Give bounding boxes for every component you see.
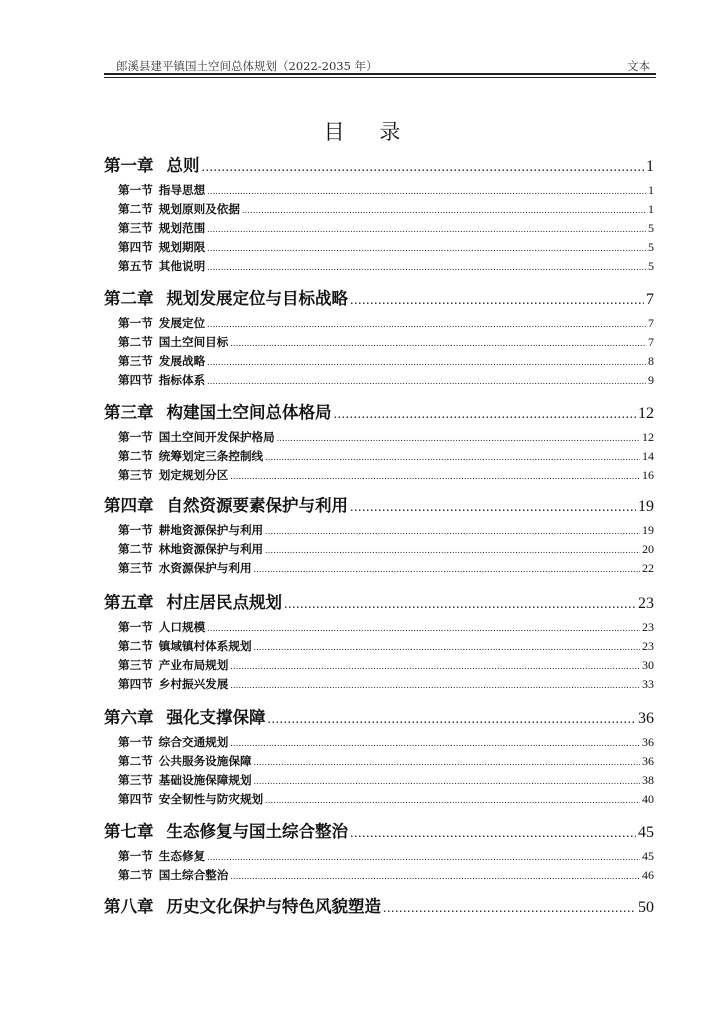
section-number: 第三节 [118, 773, 153, 787]
dot-leader [207, 319, 646, 329]
section-title: 人口规模 [158, 620, 206, 634]
chapter-title: 自然资源要素保护与利用 [166, 496, 348, 515]
toc-section-entry[interactable] [118, 315, 654, 332]
section-title: 指导思想 [158, 183, 206, 197]
section-number: 第四节 [118, 677, 153, 691]
document-title: 郎溪县建平镇国土空间总体规划（2022-2035 年） [116, 59, 378, 73]
section-number: 第二节 [118, 335, 153, 349]
section-number: 第二节 [118, 868, 153, 882]
dot-leader [254, 642, 640, 652]
chapter-title: 总则 [166, 156, 200, 175]
chapter-page-number: 12 [638, 405, 654, 422]
section-number: 第一节 [118, 316, 153, 330]
section-number: 第二节 [118, 202, 153, 216]
section-page-number: 19 [642, 523, 654, 537]
section-title: 统筹划定三条控制线 [158, 449, 264, 463]
chapter-page-number: 45 [638, 824, 654, 841]
dot-leader [230, 680, 640, 690]
dot-leader [207, 623, 640, 633]
section-page-number: 23 [642, 639, 654, 653]
toc-chapter-entry[interactable] [104, 818, 654, 840]
dot-leader [207, 376, 646, 386]
section-number: 第二节 [118, 449, 153, 463]
dot-leader [230, 338, 646, 348]
toc-section-entry[interactable] [118, 220, 654, 237]
section-title: 综合交通规划 [158, 735, 229, 749]
toc-section-entry[interactable] [118, 429, 654, 446]
chapter-title: 历史文化保护与特色风貌塑造 [166, 897, 381, 916]
section-page-number: 5 [648, 240, 654, 254]
section-number: 第三节 [118, 561, 153, 575]
section-page-number: 5 [648, 221, 654, 235]
section-page-number: 16 [642, 468, 654, 482]
section-number: 第一节 [118, 735, 153, 749]
section-title: 基础设施保障规划 [158, 773, 252, 787]
section-page-number: 45 [642, 849, 654, 863]
section-page-number: 22 [642, 561, 654, 575]
dot-leader [230, 871, 640, 881]
section-page-number: 46 [642, 868, 654, 882]
toc-section-entry[interactable] [118, 522, 654, 539]
toc-chapter-entry[interactable] [104, 704, 654, 726]
dot-leader [207, 224, 646, 234]
section-title: 耕地资源保护与利用 [158, 523, 264, 537]
chapter-number: 第八章 [104, 897, 154, 916]
section-page-number: 36 [642, 754, 654, 768]
chapter-title: 强化支撑保障 [166, 708, 266, 727]
dot-leader [334, 407, 637, 423]
chapter-page-number: 19 [638, 498, 654, 515]
section-page-number: 7 [648, 335, 654, 349]
section-page-number: 14 [642, 449, 654, 463]
section-page-number: 1 [648, 202, 654, 216]
section-title: 乡村振兴发展 [158, 677, 229, 691]
section-number: 第五节 [118, 259, 153, 273]
section-number: 第二节 [118, 542, 153, 556]
toc-section-entry[interactable] [118, 676, 654, 693]
toc-section-entry[interactable] [118, 657, 654, 674]
dot-leader [230, 661, 640, 671]
dot-leader [254, 757, 640, 767]
chapter-title: 村庄居民点规划 [166, 593, 282, 612]
section-title: 指标体系 [158, 373, 206, 387]
toc-section-entry[interactable] [118, 753, 654, 770]
section-title: 公共服务设施保障 [158, 754, 252, 768]
dot-leader [230, 738, 640, 748]
chapter-page-number: 1 [646, 158, 654, 175]
dot-leader [350, 826, 636, 842]
dot-leader [265, 545, 640, 555]
toc-section-entry[interactable] [118, 258, 654, 275]
toc-section-entry[interactable] [118, 334, 654, 351]
toc-section-entry[interactable] [118, 372, 654, 389]
toc-title: 目 录 [323, 120, 415, 144]
section-title: 林地资源保护与利用 [158, 542, 264, 556]
chapter-number: 第二章 [104, 289, 154, 308]
section-number: 第四节 [118, 240, 153, 254]
dot-leader [254, 564, 640, 574]
section-number: 第四节 [118, 373, 153, 387]
dot-leader [268, 712, 637, 728]
section-number: 第一节 [118, 523, 153, 537]
section-title: 国土综合整治 [158, 868, 229, 882]
section-page-number: 36 [642, 735, 654, 749]
dot-leader [265, 526, 640, 536]
dot-leader [265, 452, 640, 462]
section-page-number: 30 [642, 658, 654, 672]
chapter-number: 第七章 [104, 822, 154, 841]
toc-section-entry[interactable] [118, 560, 654, 577]
section-page-number: 33 [642, 677, 654, 691]
section-title: 安全韧性与防灾规划 [158, 792, 264, 806]
toc-chapter-entry[interactable] [104, 152, 654, 174]
chapter-page-number: 23 [638, 595, 654, 612]
section-page-number: 12 [642, 430, 654, 444]
section-title: 规划原则及依据 [158, 202, 240, 216]
section-title: 生态修复 [158, 849, 206, 863]
section-number: 第三节 [118, 221, 153, 235]
toc-section-entry[interactable] [118, 448, 654, 465]
section-page-number: 7 [648, 316, 654, 330]
dot-leader [284, 597, 636, 613]
section-page-number: 38 [642, 773, 654, 787]
dot-leader [207, 186, 646, 196]
chapter-page-number: 50 [638, 899, 654, 916]
section-page-number: 9 [648, 373, 654, 387]
document-type: 文本 [627, 59, 650, 73]
chapter-title: 构建国土空间总体格局 [166, 403, 332, 422]
section-page-number: 23 [642, 620, 654, 634]
dot-leader [277, 433, 640, 443]
section-title: 划定规划分区 [158, 468, 229, 482]
dot-leader [230, 471, 640, 481]
section-title: 产业布局规划 [158, 658, 229, 672]
section-title: 国土空间目标 [158, 335, 229, 349]
dot-leader [265, 795, 640, 805]
toc-section-entry[interactable] [118, 791, 654, 808]
section-number: 第二节 [118, 639, 153, 653]
section-page-number: 40 [642, 792, 654, 806]
toc-section-entry[interactable] [118, 541, 654, 558]
chapter-page-number: 36 [638, 710, 654, 727]
dot-leader [207, 852, 640, 862]
chapter-title: 生态修复与国土综合整治 [166, 822, 348, 841]
toc-section-entry[interactable] [118, 734, 654, 751]
toc-chapter-entry[interactable] [104, 285, 654, 307]
section-number: 第一节 [118, 183, 153, 197]
dot-leader [350, 500, 636, 516]
section-number: 第三节 [118, 354, 153, 368]
chapter-number: 第四章 [104, 496, 154, 515]
chapter-number: 第五章 [104, 593, 154, 612]
toc-section-entry[interactable] [118, 867, 654, 884]
section-number: 第一节 [118, 849, 153, 863]
chapter-page-number: 7 [646, 291, 654, 308]
toc-section-entry[interactable] [118, 848, 654, 865]
dot-leader [383, 901, 636, 917]
header-rule-thin [104, 77, 656, 78]
section-title: 规划范围 [158, 221, 206, 235]
section-number: 第三节 [118, 468, 153, 482]
section-title: 镇域镇村体系规划 [158, 639, 252, 653]
toc-section-entry[interactable] [118, 638, 654, 655]
toc-section-entry[interactable] [118, 182, 654, 199]
toc-section-entry[interactable] [118, 619, 654, 636]
chapter-number: 第一章 [104, 156, 154, 175]
toc-section-entry[interactable] [118, 353, 654, 370]
toc-section-entry[interactable] [118, 201, 654, 218]
toc-chapter-entry[interactable] [104, 399, 654, 421]
dot-leader [207, 243, 646, 253]
dot-leader [202, 160, 645, 176]
section-number: 第四节 [118, 792, 153, 806]
section-title: 其他说明 [158, 259, 206, 273]
toc-section-entry[interactable] [118, 772, 654, 789]
chapter-number: 第六章 [104, 708, 154, 727]
section-page-number: 20 [642, 542, 654, 556]
dot-leader [207, 262, 646, 272]
section-page-number: 5 [648, 259, 654, 273]
page-header [104, 58, 656, 74]
section-title: 水资源保护与利用 [158, 561, 252, 575]
section-title: 规划期限 [158, 240, 206, 254]
section-number: 第三节 [118, 658, 153, 672]
section-title: 国土空间开发保护格局 [158, 430, 275, 444]
toc-section-entry[interactable] [118, 239, 654, 256]
toc-chapter-entry[interactable] [104, 893, 654, 915]
section-page-number: 8 [648, 354, 654, 368]
toc-chapter-entry[interactable] [104, 492, 654, 514]
header-rule-thick [104, 73, 656, 75]
toc-chapter-entry[interactable] [104, 589, 654, 611]
dot-leader [254, 776, 640, 786]
section-title: 发展战略 [158, 354, 206, 368]
chapter-title: 规划发展定位与目标战略 [166, 289, 348, 308]
section-title: 发展定位 [158, 316, 206, 330]
section-number: 第二节 [118, 754, 153, 768]
chapter-number: 第三章 [104, 403, 154, 422]
section-number: 第一节 [118, 620, 153, 634]
dot-leader [242, 205, 646, 215]
dot-leader [207, 357, 646, 367]
dot-leader [350, 293, 644, 309]
section-number: 第一节 [118, 430, 153, 444]
section-page-number: 1 [648, 183, 654, 197]
toc-section-entry[interactable] [118, 467, 654, 484]
